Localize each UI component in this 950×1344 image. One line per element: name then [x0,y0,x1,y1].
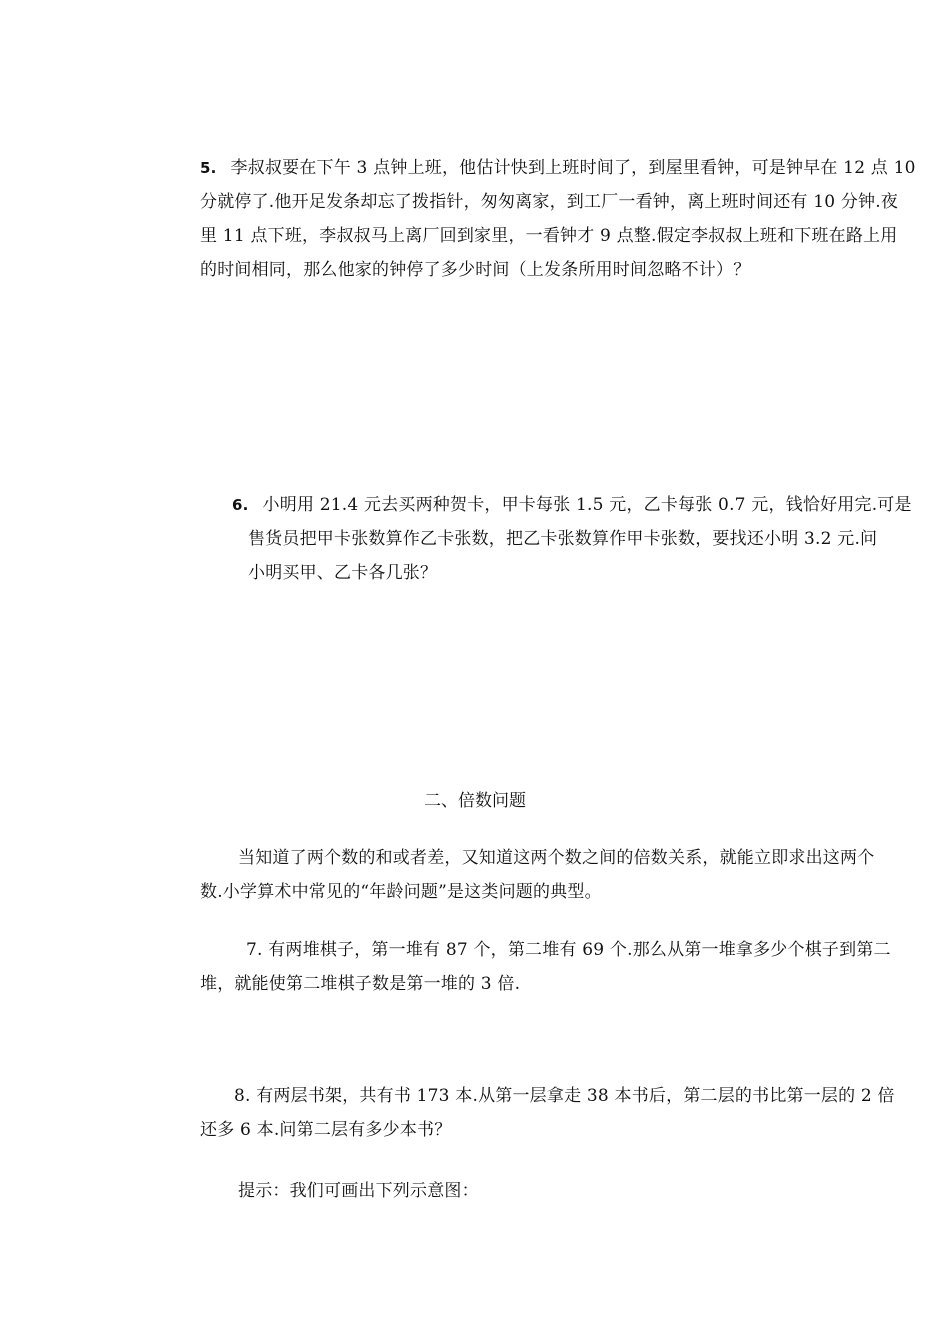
problem-6-number: 6. [232,496,249,514]
problem-6-line-3 [232,556,872,590]
problem-7-text-1: 7. 有两堆棋子，第一堆有 87 个，第二堆有 69 个.那么从第一堆拿多少个棋子到第二 [246,940,891,960]
problem-7-line-2: 堆，就能使第二堆棋子数是第一堆的 3 倍. [200,974,521,994]
problem-6 [232,488,912,590]
problem-5-number: 5. [200,159,217,177]
problem-6-line-2 [232,522,878,556]
problem-8-text-1: 8. 有两层书架，共有书 173 本.从第一层拿走 38 本书后，第二层的书比第一层的 2 倍 [234,1086,895,1106]
problem-5-line-4: 的时间相同，那么他家的钟停了多少时间（上发条所用时间忽略不计）？ [200,260,751,280]
problem-7 [200,933,891,1001]
section-intro [200,841,875,909]
section-intro-text-1: 当知道了两个数的和或者差，又知道这两个数之间的倍数关系，就能立即求出这两个 [238,848,875,868]
problem-5-line-3: 里 11 点下班，李叔叔马上离厂回到家里，一看钟才 9 点整.假定李叔叔上班和下班在路上用 [200,226,898,246]
problem-6-text-3: 小明买甲、乙卡各几张？ [248,563,438,583]
problem-8-line-2: 还多 6 本.问第二层有多少本书？ [200,1120,452,1140]
problem-6-text-2: 售货员把甲卡张数算作乙卡张数，把乙卡张数算作甲卡张数，要找还小明 3.2 元.问 [248,529,878,549]
problem-5 [200,151,916,287]
problem-7-line-1 [200,933,891,967]
problem-5-line-1 [200,151,916,185]
problem-5-line-2: 分就停了.他开足发条却忘了拨指针，匆匆离家，到工厂一看钟，离上班时间还有 10 分钟.夜 [200,192,899,212]
problem-8-line-1 [200,1079,895,1113]
problem-5-text-1: 李叔叔要在下午 3 点钟上班，他估计快到上班时间了，到屋里看钟，可是钟早在 12 点 10 [230,158,916,178]
section-title: 二、倍数问题 [424,791,526,811]
problem-6-text-1: 小明用 21.4 元去买两种贺卡，甲卡每张 1.5 元，乙卡每张 0.7 元，钱恰好用完.可是 [262,495,912,515]
section-intro-line-1 [200,841,875,875]
problem-6-line-1 [232,488,912,522]
problem-8 [200,1079,895,1147]
section-intro-line-2: 数.小学算术中常见的“年龄问题”是这类问题的典型。 [200,882,602,902]
hint-text: 提示：我们可画出下列示意图： [238,1181,479,1201]
